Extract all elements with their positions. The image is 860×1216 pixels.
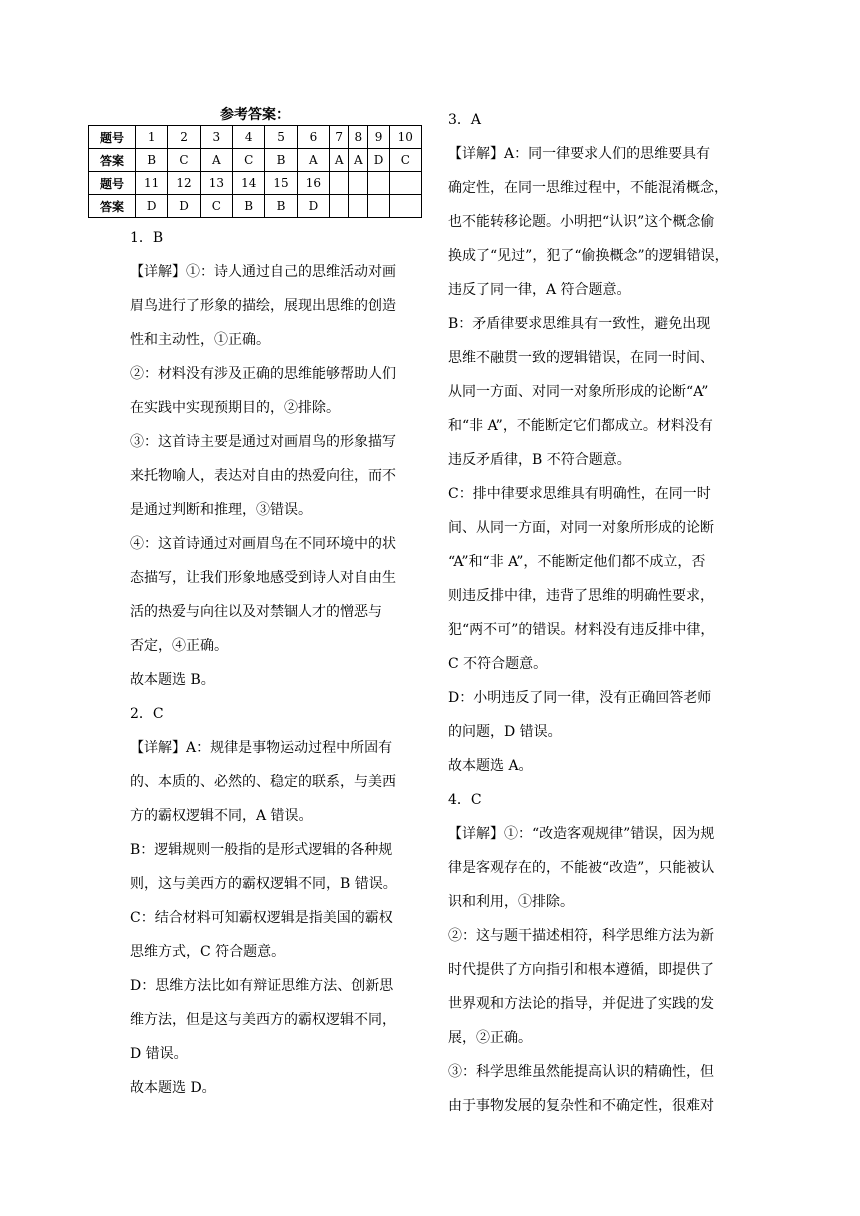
text-line: “A”和“非 A”，不能断定他们都不成立，否 — [448, 554, 706, 570]
table-cell: B — [265, 195, 297, 218]
table-cell: C — [389, 149, 421, 172]
row-label: 答案 — [89, 195, 136, 218]
question-number: 3．A — [448, 112, 482, 128]
question-number: 1．B — [130, 230, 164, 246]
table-cell: A — [297, 149, 329, 172]
table-cell — [330, 195, 349, 218]
table-cell — [389, 195, 421, 218]
table-row — [89, 126, 422, 149]
answer-table — [88, 125, 422, 218]
text-line: ④：这首诗通过对画眉鸟在不同环境中的状 — [130, 536, 396, 552]
table-row — [89, 195, 422, 218]
table-cell: 1 — [136, 126, 168, 149]
table-cell: 9 — [368, 126, 389, 149]
table-cell: 15 — [265, 172, 297, 195]
text-line: 违反了同一律，A 符合题意。 — [448, 282, 631, 298]
table-cell: 16 — [297, 172, 329, 195]
text-line: 【详解】①：“改造客观规律”错误，因为规 — [448, 826, 715, 842]
table-cell: 3 — [200, 126, 232, 149]
text-line: 时代提供了方向指引和根本遵循，即提供了 — [448, 962, 714, 978]
table-row — [89, 172, 422, 195]
right-column — [448, 103, 748, 1123]
text-line: C：排中律要求思维具有明确性，在同一时 — [448, 486, 711, 502]
table-cell: C — [200, 195, 232, 218]
text-line: 维方法，但是这与美西方的霸权逻辑不同， — [130, 1012, 396, 1028]
text-line: 展，②正确。 — [448, 1030, 532, 1046]
page-title: 参考答案： — [220, 107, 290, 123]
table-cell — [330, 172, 349, 195]
text-line: B：逻辑规则一般指的是形式逻辑的各种规 — [130, 842, 393, 858]
text-line: ②：这与题干描述相符，科学思维方法为新 — [448, 928, 714, 944]
text-line: 【详解】A：同一律要求人们的思维要具有 — [448, 146, 711, 162]
text-line: 违反矛盾律，B 不符合题意。 — [448, 452, 631, 468]
text-line: 思维不融贯一致的逻辑错误，在同一时间、 — [448, 350, 714, 366]
text-line: 思维方式，C 符合题意。 — [130, 944, 286, 960]
text-line: D：思维方法比如有辩证思维方法、创新思 — [130, 978, 394, 994]
table-cell: B — [265, 149, 297, 172]
table-cell: C — [168, 149, 200, 172]
text-line: ②：材料没有涉及正确的思维能够帮助人们 — [130, 366, 396, 382]
text-line: 由于事物发展的复杂性和不确定性，很难对 — [448, 1098, 714, 1114]
text-line: 换成了“见过”，犯了“偷换概念”的逻辑错误， — [448, 248, 729, 264]
text-line: D 错误。 — [130, 1046, 188, 1062]
table-cell: D — [297, 195, 329, 218]
text-line: 【详解】A：规律是事物运动过程中所固有 — [130, 740, 393, 756]
table-cell: 13 — [200, 172, 232, 195]
text-line: 犯“两不可”的错误。材料没有违反排中律， — [448, 622, 715, 638]
text-line: 确定性，在同一思维过程中，不能混淆概念， — [448, 180, 728, 196]
table-cell: B — [136, 149, 168, 172]
text-line: 从同一方面、对同一对象所形成的论断“A” — [448, 384, 709, 400]
text-line: 活的热爱与向往以及对禁锢人才的憎恶与 — [130, 604, 382, 620]
table-cell: A — [200, 149, 232, 172]
text-line: B：矛盾律要求思维具有一致性，避免出现 — [448, 316, 711, 332]
text-line: 则，这与美西方的霸权逻辑不同，B 错误。 — [130, 876, 397, 892]
text-line: D：小明违反了同一律，没有正确回答老师 — [448, 690, 712, 706]
table-cell: A — [349, 149, 368, 172]
text-line: 律是客观存在的，不能被“改造”，只能被认 — [448, 860, 715, 876]
table-cell: 7 — [330, 126, 349, 149]
text-line: 在实践中实现预期目的，②排除。 — [130, 400, 340, 416]
text-line: 是通过判断和推理，③错误。 — [130, 502, 312, 518]
text-line: 世界观和方法论的指导，并促进了实践的发 — [448, 996, 714, 1012]
table-cell: 12 — [168, 172, 200, 195]
question-number: 2．C — [130, 706, 164, 722]
text-line: 则违反排中律，违背了思维的明确性要求， — [448, 588, 714, 604]
text-line: 性和主动性，①正确。 — [130, 332, 270, 348]
table-cell: 14 — [233, 172, 265, 195]
table-cell: 2 — [168, 126, 200, 149]
text-line: 态描写，让我们形象地感受到诗人对自由生 — [130, 570, 396, 586]
text-line: ③：这首诗主要是通过对画眉鸟的形象描写 — [130, 434, 396, 450]
text-line: C：结合材料可知霸权逻辑是指美国的霸权 — [130, 910, 393, 926]
table-cell: A — [330, 149, 349, 172]
table-cell — [368, 195, 389, 218]
text-line: 否定，④正确。 — [130, 638, 228, 654]
text-line: C 不符合题意。 — [448, 656, 548, 672]
text-line: 也不能转移论题。小明把“认识”这个概念偷 — [448, 214, 715, 230]
text-line: 故本题选 D。 — [130, 1080, 216, 1096]
table-cell: D — [168, 195, 200, 218]
table-cell: C — [233, 149, 265, 172]
table-row — [89, 149, 422, 172]
left-column — [130, 221, 430, 1105]
table-cell: 5 — [265, 126, 297, 149]
text-line: 间、从同一方面，对同一对象所形成的论断 — [448, 520, 714, 536]
row-label: 题号 — [89, 172, 136, 195]
table-cell: D — [136, 195, 168, 218]
text-line: 眉鸟进行了形象的描绘，展现出思维的创造 — [130, 298, 396, 314]
table-cell: 4 — [233, 126, 265, 149]
table-cell: 8 — [349, 126, 368, 149]
table-cell: 11 — [136, 172, 168, 195]
table-cell — [349, 195, 368, 218]
table-cell — [389, 172, 421, 195]
row-label: 答案 — [89, 149, 136, 172]
table-cell: D — [368, 149, 389, 172]
text-line: 识和利用，①排除。 — [448, 894, 574, 910]
text-line: 来托物喻人，表达对自由的热爱向往，而不 — [130, 468, 396, 484]
table-cell: B — [233, 195, 265, 218]
text-line: 的问题，D 错误。 — [448, 724, 562, 740]
row-label: 题号 — [89, 126, 136, 149]
text-line: 方的霸权逻辑不同，A 错误。 — [130, 808, 313, 824]
table-cell: 6 — [297, 126, 329, 149]
table-cell — [368, 172, 389, 195]
text-line: ③：科学思维虽然能提高认识的精确性，但 — [448, 1064, 714, 1080]
text-line: 的、本质的、必然的、稳定的联系，与美西 — [130, 774, 396, 790]
text-line: 【详解】①：诗人通过自己的思维活动对画 — [130, 264, 396, 280]
table-cell: 10 — [389, 126, 421, 149]
text-line: 故本题选 B。 — [130, 672, 215, 688]
text-line: 故本题选 A。 — [448, 758, 533, 774]
table-cell — [349, 172, 368, 195]
text-line: 和“非 A”，不能断定它们都成立。材料没有 — [448, 418, 713, 434]
question-number: 4．C — [448, 792, 482, 808]
